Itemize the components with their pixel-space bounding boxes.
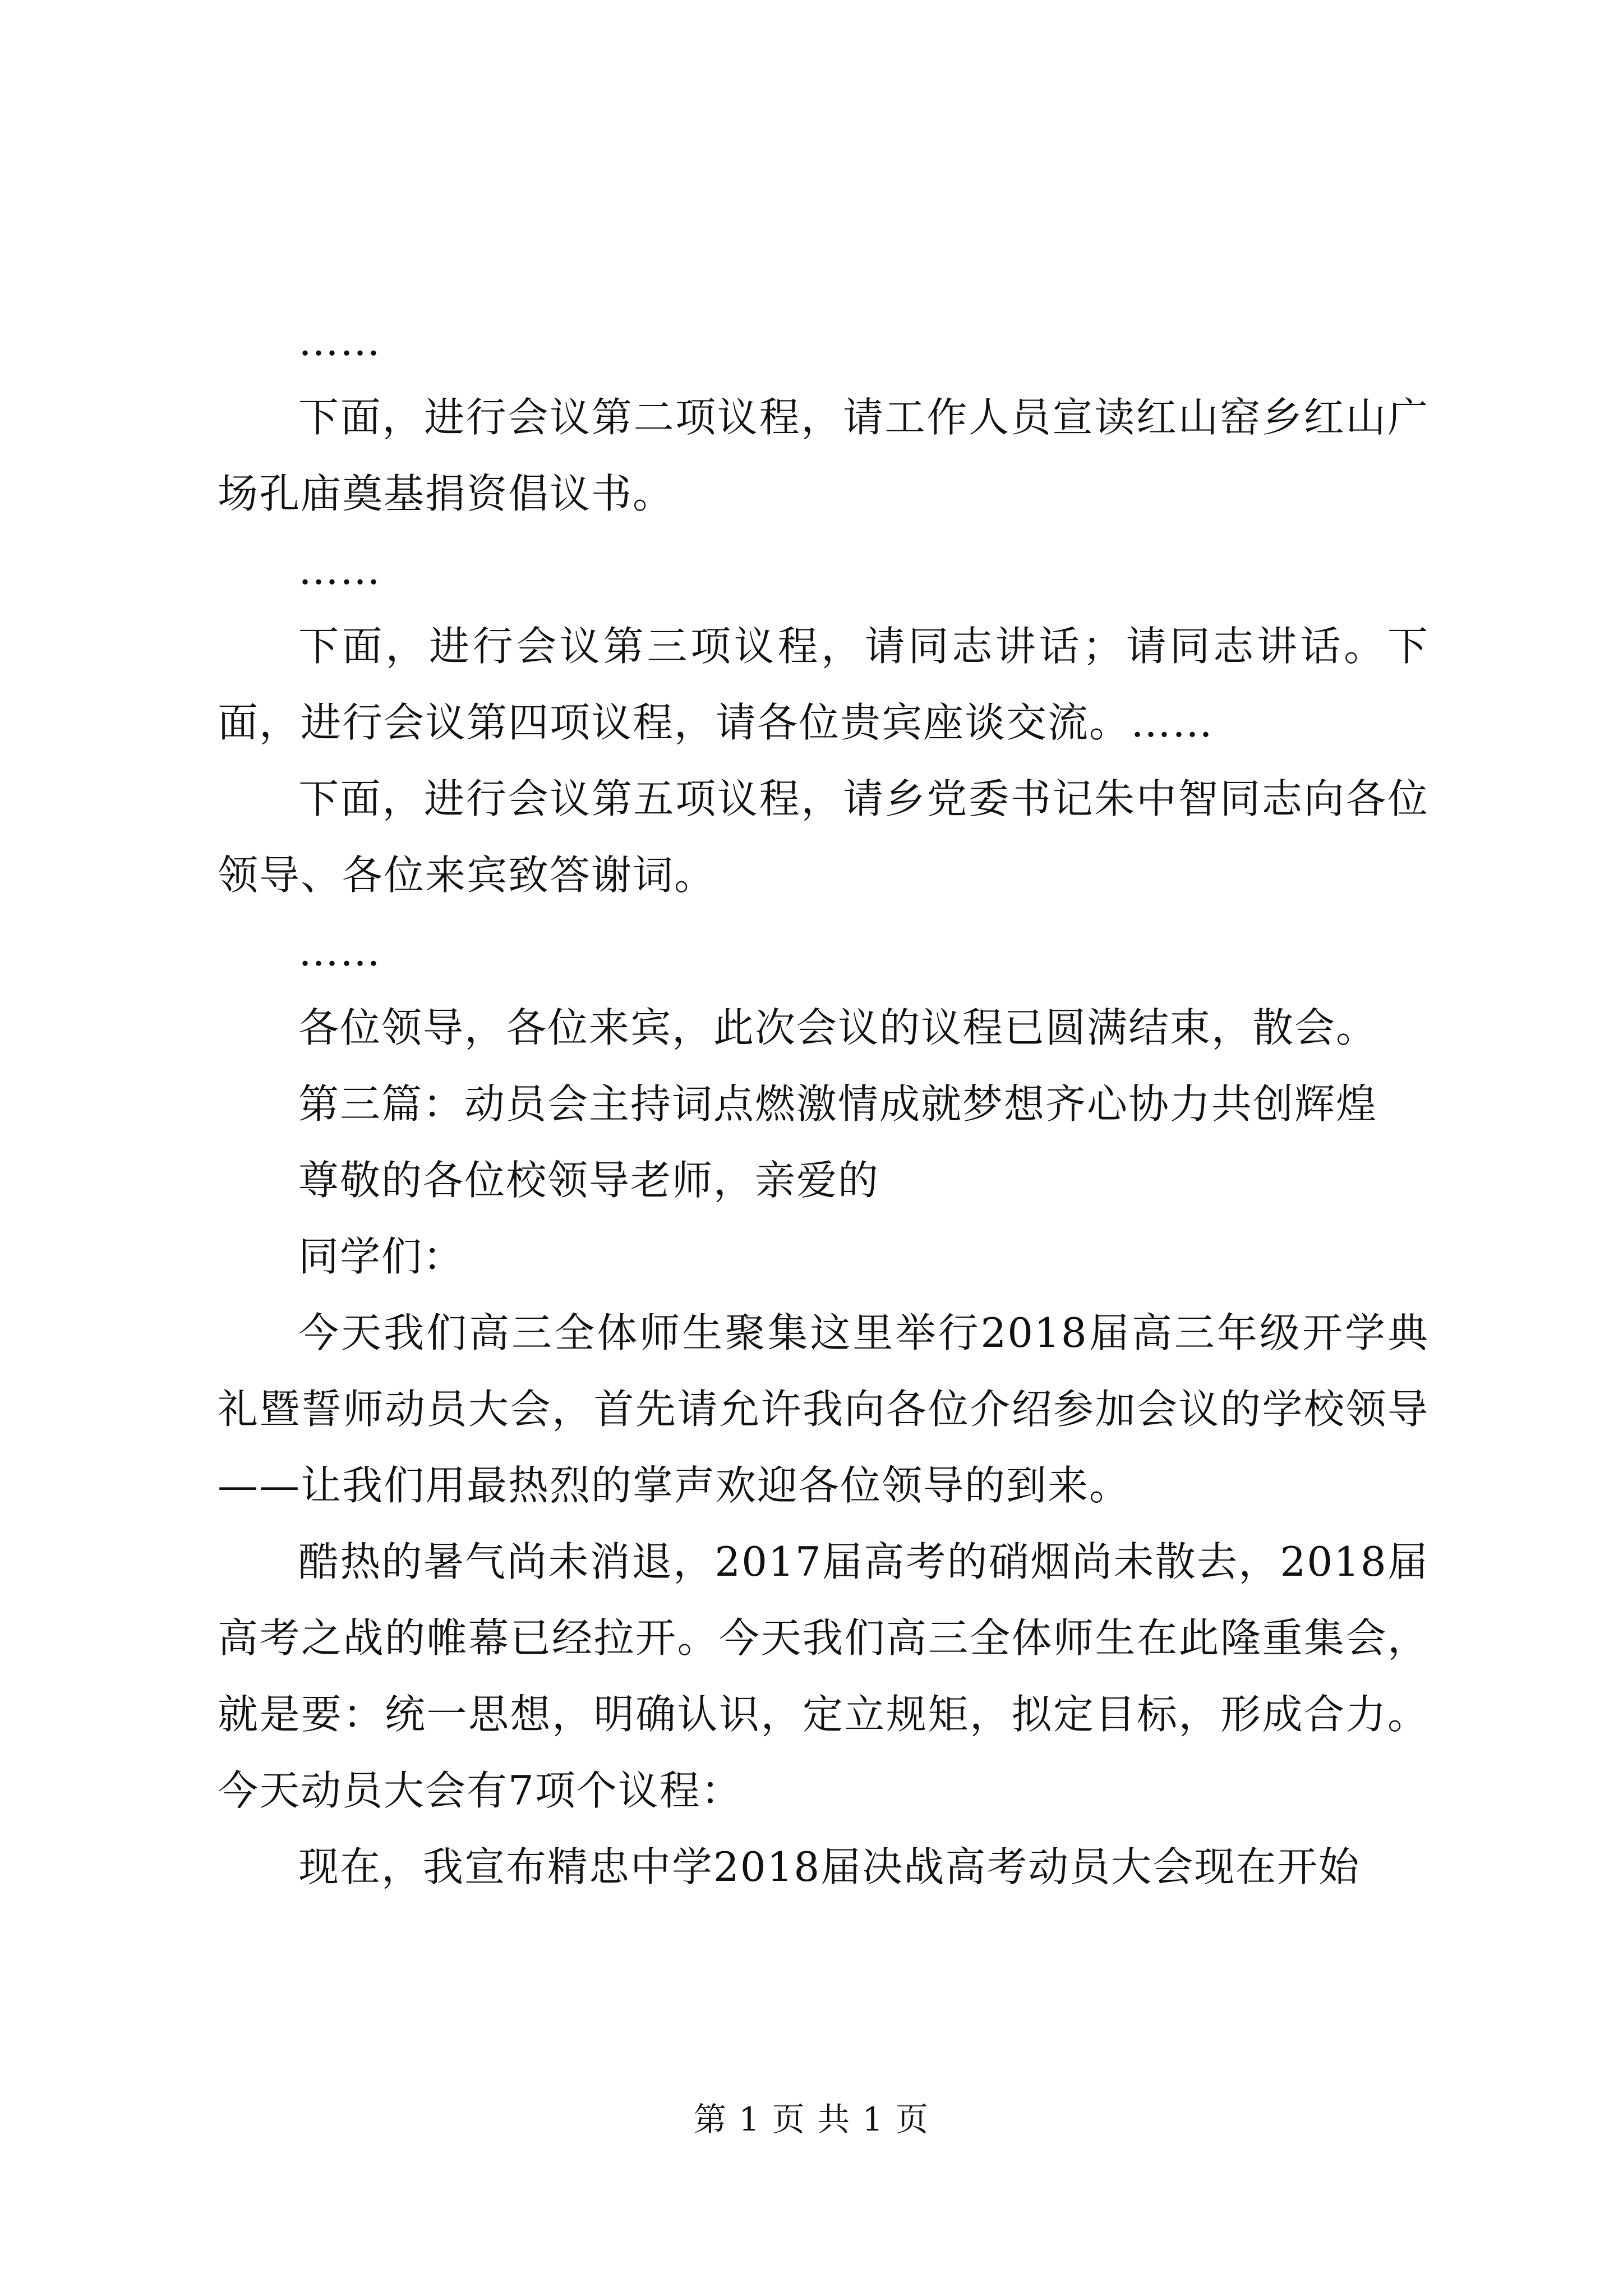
- section-heading: 第三篇：动员会主持词点燃激情成就梦想齐心协力共创辉煌: [298, 1080, 1378, 1128]
- paragraph-agenda-3-4: 下面，进行会议第三项议程，请同志讲话；请同志讲话。下面，进行会议第四项议程，请各位贵宾座谈交流。……: [218, 623, 1429, 746]
- ellipsis-line: ……: [298, 546, 381, 593]
- page-footer: 第 1 页 共 1 页: [694, 2100, 929, 2138]
- salutation-students: 同学们：: [298, 1233, 465, 1280]
- ellipsis-line: ……: [298, 318, 381, 365]
- paragraph-announcement: 现在，我宣布精忠中学2018届决战高考动员大会现在开始: [298, 1843, 1361, 1890]
- salutation-line: 尊敬的各位校领导老师，亲爱的: [298, 1157, 880, 1204]
- paragraph-agenda-2: 下面，进行会议第二项议程，请工作人员宣读红山窑乡红山广场孔庙奠基捐资倡议书。: [218, 394, 1429, 517]
- paragraph-opening: 今天我们高三全体师生聚集这里举行2018届高三年级开学典礼暨誓师动员大会，首先请允许我向各位介绍参加会议的学校领导——让我们用最热烈的掌声欢迎各位领导的到来。: [218, 1309, 1429, 1509]
- paragraph-background: 酷热的暑气尚未消退，2017届高考的硝烟尚未散去，2018届高考之战的帷幕已经拉开。今天我们高三全体师生在此隆重集会，就是要：统一思想，明确认识，定立规矩，拟定目标，形成合力。今天动员大会有7项个议程：: [218, 1538, 1429, 1814]
- document-body: [218, 303, 1429, 1905]
- ellipsis-line: ……: [298, 928, 381, 975]
- paragraph-agenda-5: 下面，进行会议第五项议程，请乡党委书记朱中智同志向各位领导、各位来宾致答谢词。: [218, 775, 1429, 899]
- paragraph-closing: 各位领导，各位来宾，此次会议的议程已圆满结束，散会。: [298, 1004, 1378, 1051]
